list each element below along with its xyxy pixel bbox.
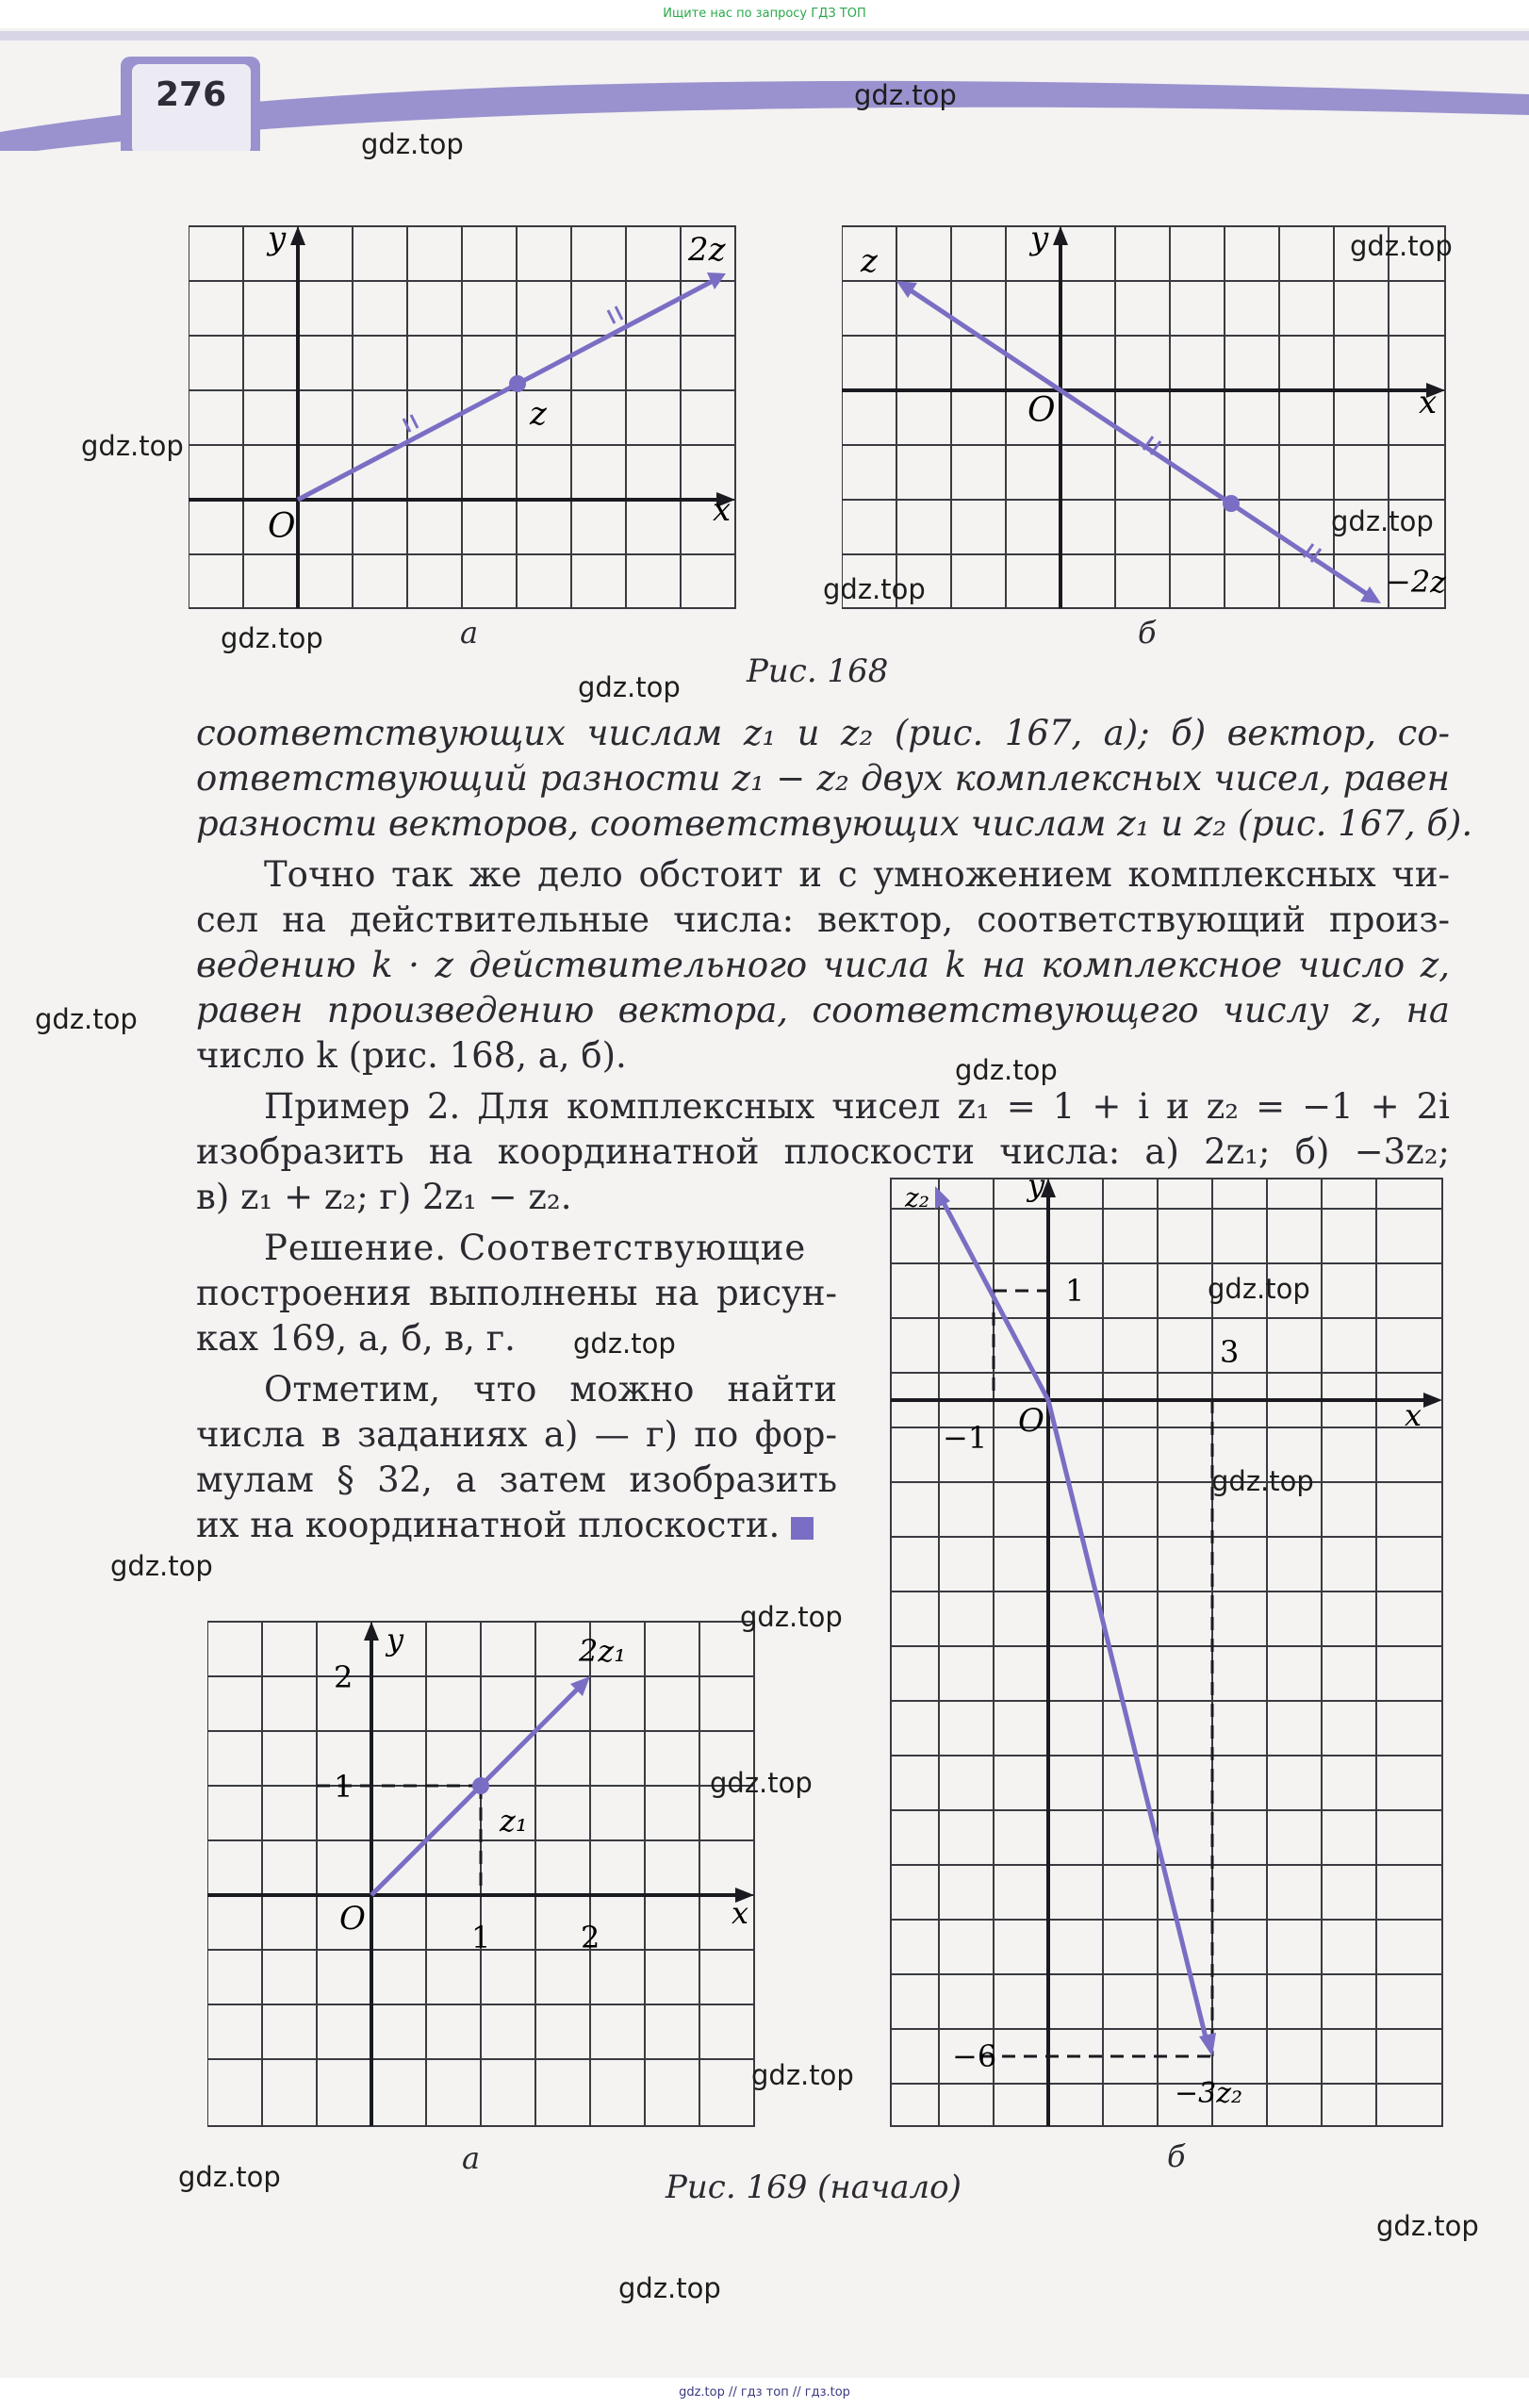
fig169a-tick-y1: 1 — [334, 1769, 353, 1805]
text-line: изобразить на координатной плоскости числа: а) 2z₁; б) −3z₂; — [196, 1131, 1450, 1172]
page-header-decoration — [0, 28, 1529, 151]
fig168-caption: Рис. 168 — [747, 652, 889, 690]
fig169-b-sublabel: б — [1167, 2138, 1186, 2174]
end-of-solution-icon — [791, 1517, 814, 1540]
text-line: построения выполнены на рисун- — [196, 1273, 837, 1313]
fig169b-tick-ym6: −6 — [952, 2038, 997, 2074]
fig169a-y-label: y — [386, 1622, 404, 1658]
fig169a-tick-y2: 2 — [334, 1659, 353, 1695]
fig168b-y-label: y — [1030, 223, 1049, 257]
watermark: gdz.top — [221, 622, 323, 654]
fig169-caption: Рис. 169 (начало) — [666, 2169, 962, 2206]
example-heading: Пример 2. Для комплексных чисел z₁ = 1 + i и z₂ = −1 + 2i — [264, 1086, 1450, 1127]
text-line: разности векторов, соответствующих числам z₁ и z₂ (рис. 167, б). — [196, 803, 1473, 844]
watermark: gdz.top — [35, 1003, 138, 1035]
text-line: ответствующий разности z₁ − z₂ двух комплексных чисел, равен — [196, 758, 1450, 799]
watermark: gdz.top — [740, 1601, 843, 1633]
fig169b-z2-label: z₂ — [905, 1182, 929, 1213]
fig169a-z1-label: z₁ — [500, 1803, 528, 1839]
point-z — [509, 375, 526, 392]
fig169b-y-label: y — [1028, 1169, 1045, 1203]
fig168a-x-label: x — [713, 491, 732, 529]
fig169b-tick-xm1: −1 — [943, 1420, 988, 1456]
watermark: gdz.top — [751, 2059, 854, 2091]
text-line: сел на действительные числа: вектор, соответствующий произ- — [196, 899, 1450, 940]
fig169b-tick-y1: 1 — [1065, 1273, 1085, 1309]
fig169b-x-label: x — [1405, 1397, 1422, 1433]
fig168b-x-label: x — [1419, 384, 1438, 421]
text-line: Точно так же дело обстоит и с умножением комплексных чи- — [264, 854, 1450, 895]
vector-minus-3z2 — [1048, 1400, 1207, 2041]
fig169b-origin: O — [1018, 1402, 1044, 1440]
point-z1 — [472, 1777, 489, 1794]
watermark: gdz.top — [578, 671, 681, 703]
watermark: gdz.top — [618, 2272, 721, 2304]
bottom-banner[interactable]: gdz.top // гдз топ // гдз.top — [0, 2378, 1529, 2408]
fig168a-2z-label: 2z — [688, 231, 726, 269]
fig168a-z-label: z — [530, 395, 547, 433]
fig168b-minus-2z-label: −2z — [1386, 564, 1447, 600]
text-line: числа в заданиях а) — г) по фор- — [196, 1414, 837, 1455]
watermark: gdz.top — [1211, 1465, 1314, 1497]
fig168-b — [842, 223, 1455, 618]
text-line: Отметим, что можно найти — [264, 1369, 837, 1410]
vector-z — [908, 289, 1060, 390]
watermark: gdz.top — [823, 573, 926, 605]
solution-heading: Решение. Соответствующие — [264, 1228, 807, 1268]
fig169a-2z1-label: 2z₁ — [579, 1633, 627, 1669]
fig169-a-sublabel: а — [462, 2140, 481, 2176]
text-line: ках 169, а, б, в, г. — [196, 1318, 516, 1359]
fig169-a — [207, 1612, 773, 2140]
fig169a-x-label: x — [732, 1895, 749, 1931]
fig169a-tick-x2: 2 — [581, 1920, 600, 1955]
top-banner[interactable]: Ищите нас по запросу ГДЗ ТОП — [0, 0, 1529, 28]
text-line: равен произведению вектора, соответствующего числу z, на — [196, 990, 1450, 1031]
watermark: gdz.top — [81, 430, 184, 462]
fig169-b — [886, 1169, 1452, 2140]
fig168a-origin: O — [268, 507, 296, 546]
text-line: их на координатной плоскости. — [196, 1505, 781, 1545]
watermark: gdz.top — [361, 128, 464, 160]
point-minus-z — [1223, 495, 1240, 512]
text-line: ведению k · z действительного числа k на комплексное число z, — [196, 945, 1450, 985]
fig168-a — [189, 223, 745, 618]
text-line-last — [196, 1503, 875, 1548]
fig169a-origin: O — [339, 1900, 366, 1938]
fig168b-origin: O — [1028, 391, 1056, 430]
text-line: число k (рис. 168, а, б). — [196, 1035, 627, 1076]
vector-minus-2z — [1060, 390, 1370, 596]
watermark: gdz.top — [1208, 1273, 1310, 1305]
fig168b-z-label: z — [861, 242, 878, 280]
fig169b-tick-x3: 3 — [1220, 1334, 1240, 1370]
watermark: gdz.top — [110, 1550, 213, 1582]
page-number: 276 — [156, 75, 227, 114]
watermark: gdz.top — [1376, 2210, 1479, 2242]
fig169a-tick-x1: 1 — [471, 1920, 491, 1955]
text-line: в) z₁ + z₂; г) 2z₁ − z₂. — [196, 1177, 572, 1217]
fig168-b-sublabel: б — [1138, 615, 1157, 651]
watermark: gdz.top — [1350, 230, 1453, 262]
text-line: соответствующих числам z₁ и z₂ (рис. 167, а); б) вектор, со- — [196, 713, 1450, 753]
watermark: gdz.top — [178, 2161, 281, 2193]
watermark: gdz.top — [1331, 505, 1434, 537]
watermark: gdz.top — [710, 1767, 813, 1799]
watermark: gdz.top — [955, 1054, 1058, 1086]
watermark: gdz.top — [573, 1328, 676, 1360]
fig169b-minus-3z2-label: −3z₂ — [1175, 2077, 1243, 2110]
fig168a-y-label: y — [268, 223, 287, 257]
watermark: gdz.top — [854, 79, 957, 111]
text-line: мулам § 32, а затем изобразить — [196, 1460, 837, 1500]
fig168-a-sublabel: а — [460, 615, 479, 651]
